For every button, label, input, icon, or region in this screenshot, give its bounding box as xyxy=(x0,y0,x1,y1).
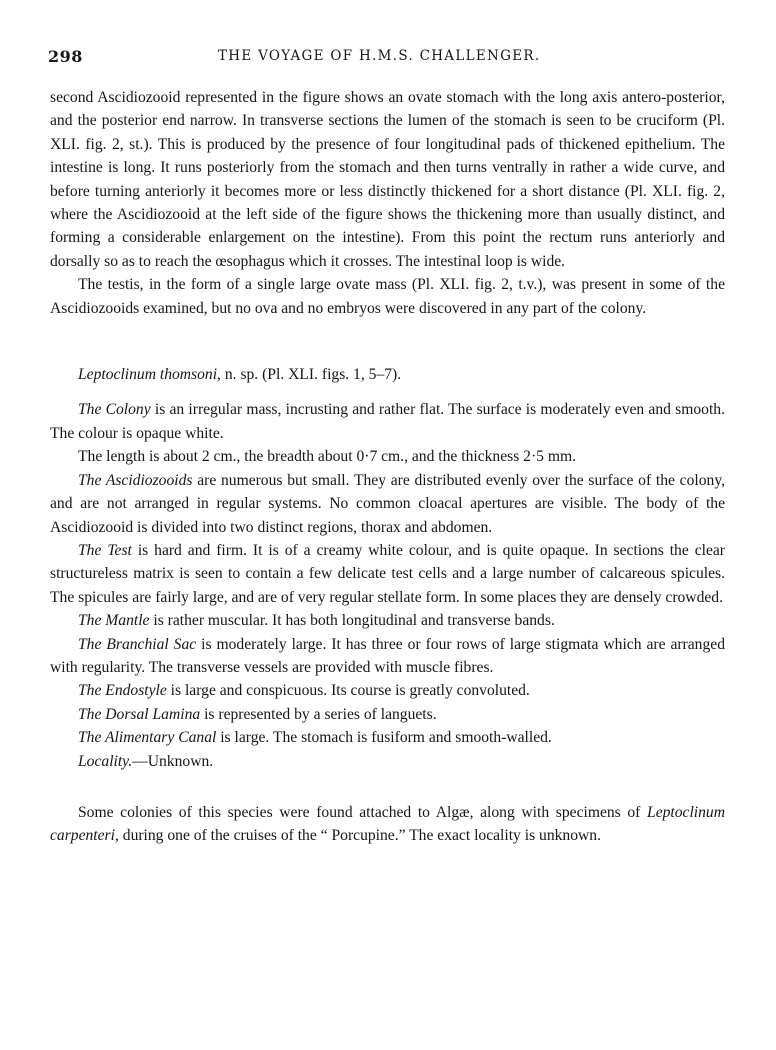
paragraph-alimentary-canal xyxy=(50,726,725,749)
colony-text: is an irregular mass, incrusting and rather flat. The surface is moderately even and smooth. The colour is opaque white. xyxy=(50,401,725,442)
species-name: Leptoclinum thomsoni xyxy=(78,366,218,384)
paragraph-branchial-sac xyxy=(50,633,725,680)
closing-text-b: , during one of the cruises of the “ Porcupine.” The exact locality is unknown. xyxy=(114,827,601,845)
running-header xyxy=(48,47,728,69)
alimentary-canal-text: is large. The stomach is fusiform and smooth-walled. xyxy=(216,729,552,747)
test-text: is hard and firm. It is of a creamy white colour, and is quite opaque. In sections the clear structureless matrix is seen to contain a few delicate test cells and a large number of calcareous spicules. The spicules are fairly large, and are of very regular stellate form. In some places they are densely crowded. xyxy=(50,541,725,606)
branchial-sac-text: is moderately large. It has three or four rows of large stigmata which are arranged with regularity. The transverse vessels are provided with muscle fibres. xyxy=(50,635,725,676)
alimentary-canal-label: The Alimentary Canal xyxy=(78,729,217,747)
paragraph-continued: second Ascidiozooid represented in the figure shows an ovate stomach with the long axis antero-posterior, and the posterior end narrow. In transverse sections the lumen of the stomach is seen to be cruciform (Pl. XLI. fig. 2, st.). This is produced by the presence of four longitudinal pads of thickened epithelium. The intestine is long. It runs posteriorly from the stomach and then turns ventrally in rather a wide curve, and before turning anteriorly it becomes more or less distinctly thickened for a short distance (Pl. XLI. fig. 2, where the Ascidiozooid at the left side of the figure shows the thickening more than usually distinct, and forming a considerable enlargement on the intestine). From this point the rectum runs anteriorly and dorsally so as to reach the œsophagus which it crosses. The intestinal loop is wide. xyxy=(50,89,725,270)
dorsal-lamina-text: is represented by a series of languets. xyxy=(200,705,437,723)
paragraph-mantle xyxy=(50,609,725,632)
locality-label: Locality. xyxy=(78,752,133,770)
paragraph-dorsal-lamina xyxy=(50,703,725,726)
dorsal-lamina-label: The Dorsal Lamina xyxy=(78,705,201,723)
mantle-text: is rather muscular. It has both longitudinal and transverse bands. xyxy=(149,612,555,630)
body-text xyxy=(50,86,725,848)
paragraph-ascidiozooids xyxy=(50,469,725,539)
paragraph-test xyxy=(50,539,725,609)
species-heading xyxy=(50,363,725,386)
locality-text: —Unknown. xyxy=(132,752,214,770)
paragraph-endostyle xyxy=(50,679,725,702)
endostyle-text: is large and conspicuous. Its course is greatly convoluted. xyxy=(166,682,530,700)
paragraph-testis: The testis, in the form of a single large ovate mass (Pl. XLI. fig. 2, t.v.), was present in some of the Ascidiozooids examined, but no ova and no embryos were discovered in any part of the colony. xyxy=(50,276,725,317)
paragraph-colony xyxy=(50,398,725,445)
paragraph-dimensions: The length is about 2 cm., the breadth about 0·7 cm., and the thickness 2·5 mm. xyxy=(78,448,577,466)
ascidiozooids-text: are numerous but small. They are distributed evenly over the surface of the colony, and are not arranged in regular systems. No common cloacal apertures are visible. The body of the Ascidiozooid is divided into two distinct regions, thorax and abdomen. xyxy=(50,471,725,536)
colony-label: The Colony xyxy=(78,401,151,419)
endostyle-label: The Endostyle xyxy=(78,682,167,700)
page-number: 298 xyxy=(48,47,83,66)
running-title: THE VOYAGE OF H.M.S. CHALLENGER. xyxy=(218,48,541,64)
test-label: The Test xyxy=(78,541,132,559)
paragraph-locality xyxy=(50,750,725,773)
mantle-label: The Mantle xyxy=(78,612,150,630)
paragraph-closing xyxy=(50,801,725,848)
branchial-sac-label: The Branchial Sac xyxy=(78,635,197,653)
closing-text-a: Some colonies of this species were found attached to Algæ, along with specimens of xyxy=(78,803,648,821)
species-heading-rest: , n. sp. (Pl. XLI. figs. 1, 5–7). xyxy=(217,366,402,384)
ascidiozooids-label: The Ascidiozooids xyxy=(78,471,193,489)
closing-species-name: Leptoclinum carpenteri xyxy=(50,803,725,845)
